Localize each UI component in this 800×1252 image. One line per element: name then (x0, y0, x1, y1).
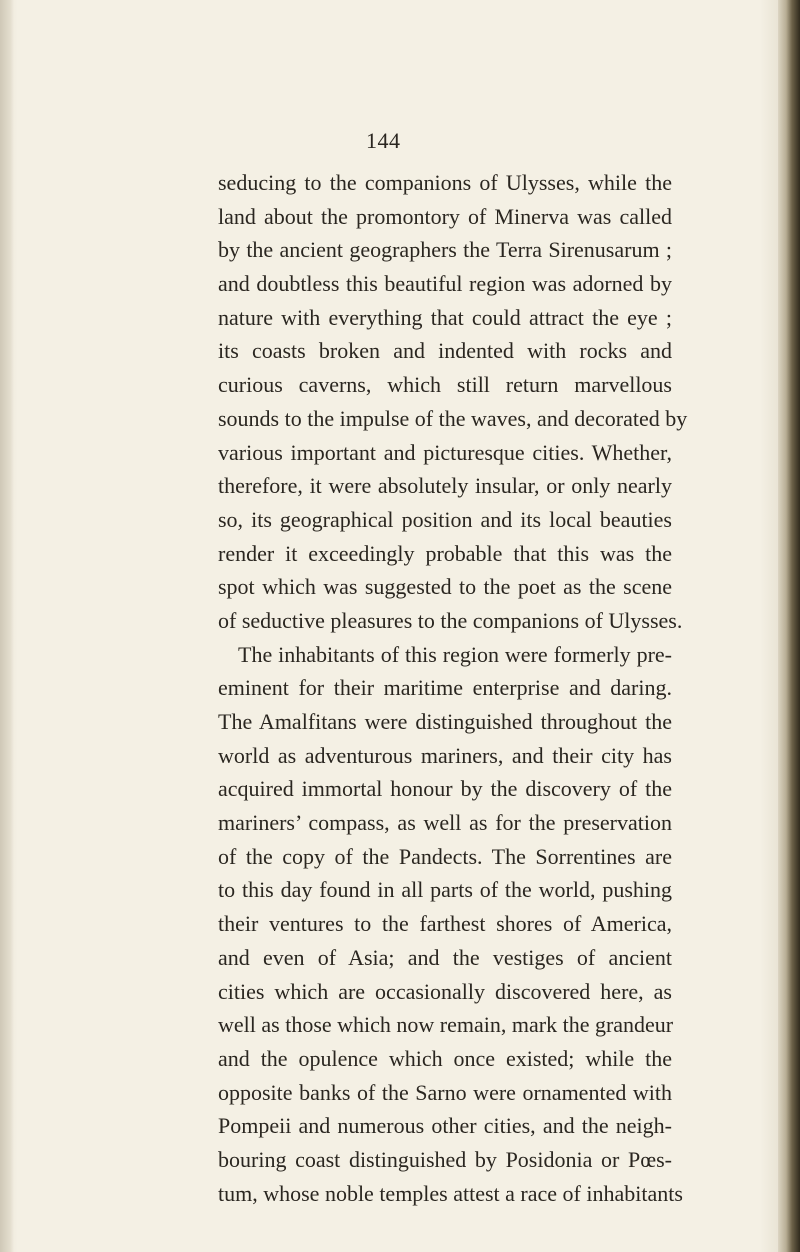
text-line: by the ancient geographers the Terra Sirenusarum ; (218, 237, 672, 263)
text-line: sounds to the impulse of the waves, and decorated by (218, 405, 688, 431)
text-line: therefore, it were absolutely insular, or only nearly (218, 473, 672, 499)
text-line: seducing to the companions of Ulysses, while the (218, 170, 672, 195)
body-text (218, 166, 688, 1210)
text-line: Pompeii and numerous other cities, and the neigh- (218, 1113, 672, 1139)
text-line: opposite banks of the Sarno were ornamented with (218, 1079, 672, 1105)
text-line: their ventures to the farthest shores of America, (218, 911, 672, 937)
text-line: The inhabitants of this region were formerly pre- (238, 641, 672, 667)
text-line: render it exceedingly probable that this was the (218, 540, 672, 566)
text-line: its coasts broken and indented with rocks and (218, 338, 672, 364)
text-line: and the opulence which once existed; while the (218, 1045, 672, 1071)
text-line: various important and picturesque cities. Whether, (218, 439, 672, 465)
text-line: tum, whose noble temples attest a race of inhabitants (218, 1180, 683, 1206)
text-line: spot which was suggested to the poet as the scene (218, 574, 672, 600)
text-line: world as adventurous mariners, and their city has (218, 742, 672, 768)
text-line: of the copy of the Pandects. The Sorrentines are (218, 843, 672, 869)
text-line: and even of Asia; and the vestiges of ancient (218, 944, 672, 970)
text-line: well as those which now remain, mark the grandeur (218, 1012, 674, 1038)
page-binding-shadow (0, 0, 14, 1252)
text-line: and doubtless this beautiful region was adorned by (218, 271, 672, 297)
text-line: nature with everything that could attract the eye ; (218, 304, 672, 330)
text-line: acquired immortal honour by the discovery of the (218, 776, 672, 802)
text-line: cities which are occasionally discovered here, as (218, 978, 672, 1004)
text-line: land about the promontory of Minerva was called (218, 203, 672, 229)
text-line: curious caverns, which still return marvellous (218, 372, 672, 398)
page-edge-shadow (778, 0, 800, 1252)
text-line: eminent for their maritime enterprise and daring. (218, 675, 672, 701)
text-line: so, its geographical position and its local beauties (218, 506, 672, 532)
page-number: 144 (366, 128, 401, 153)
text-line: mariners’ compass, as well as for the preservation (218, 810, 672, 836)
text-line: of seductive pleasures to the companions of Ulysses. (218, 607, 683, 633)
text-line: The Amalfitans were distinguished throughout the (218, 709, 672, 734)
text-line: to this day found in all parts of the world, pushing (218, 877, 672, 903)
text-line: bouring coast distinguished by Posidonia or Pœs- (218, 1146, 672, 1172)
